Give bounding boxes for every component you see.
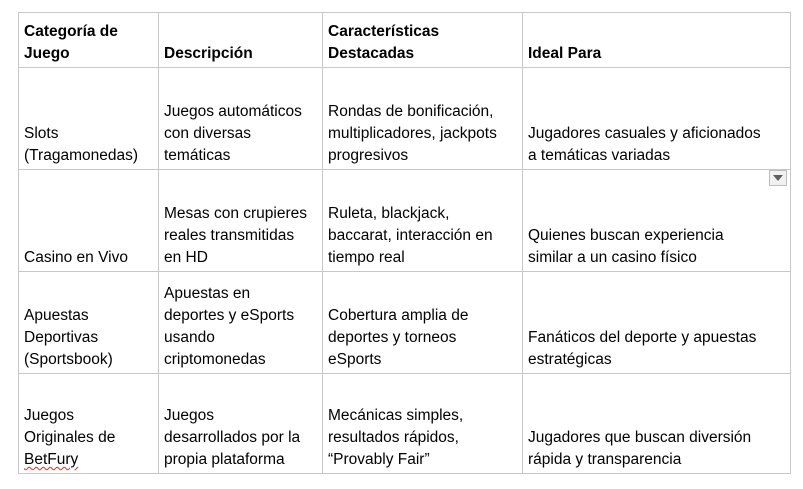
table-row bbox=[19, 68, 791, 170]
header-category[interactable]: Categoría de Juego bbox=[19, 13, 159, 68]
games-table bbox=[18, 12, 791, 474]
table-row bbox=[19, 374, 791, 474]
cell-category[interactable]: Casino en Vivo bbox=[19, 170, 159, 272]
cell-features[interactable]: Ruleta, blackjack, baccarat, interacción en tiempo real bbox=[323, 170, 523, 272]
cell-description[interactable]: Juegos automáticos con diversas temáticas bbox=[159, 68, 323, 170]
cell-features[interactable]: Rondas de bonificación, multiplicadores, jackpots progresivos bbox=[323, 68, 523, 170]
header-features[interactable]: Características Destacadas bbox=[323, 13, 523, 68]
cell-ideal-for[interactable]: Jugadores casuales y aficionados a temáticas variadas bbox=[523, 68, 791, 170]
category-text: Juegos Originales de bbox=[24, 407, 116, 446]
table-header-row bbox=[19, 13, 791, 68]
spellcheck-underlined-word[interactable]: BetFury bbox=[24, 451, 79, 468]
cell-dropdown-button[interactable] bbox=[769, 170, 787, 186]
cell-ideal-for[interactable]: Fanáticos del deporte y apuestas estratégicas bbox=[523, 272, 791, 374]
chevron-down-icon bbox=[773, 175, 783, 181]
cell-description[interactable]: Mesas con crupieres reales transmitidas en HD bbox=[159, 170, 323, 272]
header-ideal-for[interactable]: Ideal Para bbox=[523, 13, 791, 68]
cell-ideal-for[interactable]: Quienes buscan experiencia similar a un casino físico bbox=[523, 170, 791, 272]
cell-category[interactable]: Slots (Tragamonedas) bbox=[19, 68, 159, 170]
cell-description[interactable]: Apuestas en deportes y eSports usando criptomonedas bbox=[159, 272, 323, 374]
table-row bbox=[19, 272, 791, 374]
cell-ideal-for[interactable]: Jugadores que buscan diversión rápida y transparencia bbox=[523, 374, 791, 474]
cell-features[interactable]: Cobertura amplia de deportes y torneos eSports bbox=[323, 272, 523, 374]
cell-features[interactable]: Mecánicas simples, resultados rápidos, “Provably Fair” bbox=[323, 374, 523, 474]
table-row bbox=[19, 170, 791, 272]
cell-description[interactable]: Juegos desarrollados por la propia plataforma bbox=[159, 374, 323, 474]
header-description[interactable]: Descripción bbox=[159, 13, 323, 68]
cell-category[interactable] bbox=[19, 374, 159, 474]
cell-category[interactable]: Apuestas Deportivas (Sportsbook) bbox=[19, 272, 159, 374]
games-table-container bbox=[18, 12, 791, 474]
